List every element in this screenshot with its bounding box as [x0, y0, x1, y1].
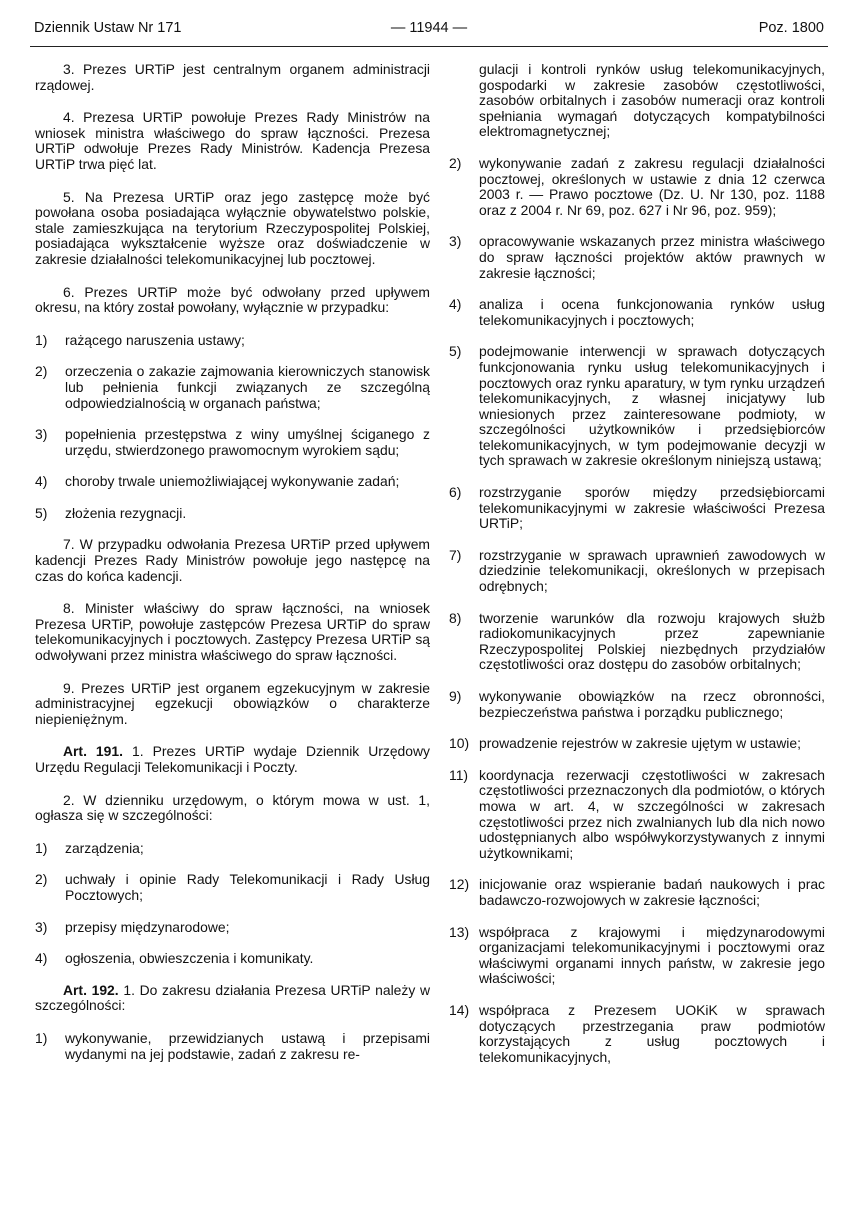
item-number: 6): [449, 484, 462, 501]
item-text: współpraca z krajowymi i międzynarodowymi organizacjami telekomunikacyjnymi i pocztowymi oraz właściwymi organami innych państw, w zakresie jego właściwości;: [479, 923, 825, 987]
item-text: ogłoszenia, obwieszczenia i komunikaty.: [65, 950, 314, 967]
item-number: 8): [449, 609, 462, 626]
item-number: 3): [35, 918, 48, 935]
article-191-text: 1. Prezes URTiP wydaje Dziennik Urzędowy Urzędu Regulacji Telekomunikacji i Poczty.: [35, 743, 430, 775]
item-number: 12): [449, 876, 470, 893]
item-number: 1): [35, 1029, 48, 1046]
item-text: analiza i ocena funkcjonowania rynków usług telekomunikacyjnych i pocztowych;: [479, 296, 825, 328]
item-number: 13): [449, 923, 470, 940]
page-header: [34, 20, 824, 40]
list-item: [449, 344, 825, 469]
paragraph-7: 7. W przypadku odwołania Prezesa URTiP przed upływem kadencji Prezes Rady Ministrów powołuje jego następcę na czas do końca kadencji.: [35, 536, 430, 584]
article-192-text: 1. Do zakresu działania Prezesa URTiP należy w szczególności:: [35, 981, 430, 1014]
item-text: choroby trwale uniemożliwiającej wykonywanie zadań;: [65, 473, 400, 490]
list-item: [449, 156, 825, 218]
item-text: złożenia rezygnacji.: [65, 504, 187, 521]
item-text: koordynacja rezerwacji częstotliwości w zakresach częstotliwości przeznaczonych dla podmiotów, o których mowa w art. 4, w szczególności w zakresach częstotliwości przez nich zwalnianych lub dla nich nowo udostępnianych albo współwykorzystywanych z innymi użytkownikami;: [479, 766, 825, 861]
item-text: współpraca z Prezesem UOKiK w sprawach dotyczących przestrzegania praw podmiotów korzystających z usług pocztowych i telekomunikacyjnych,: [479, 1001, 825, 1065]
list-item: [35, 333, 430, 349]
item-text: wykonywanie, przewidzianych ustawą i przepisami wydanymi na jej podstawie, zadań z zakresu re-: [65, 1029, 430, 1062]
item-text: inicjowanie oraz wspieranie badań naukowych i prac badawczo-rozwojowych w zakresie łączności;: [479, 876, 825, 908]
list-item: [449, 689, 825, 720]
item-number: 9): [449, 688, 462, 704]
page-number: — 11944 —: [390, 20, 468, 36]
list-item: [35, 506, 430, 522]
article-191-paragraph-1: [35, 744, 430, 775]
left-column: [35, 62, 430, 1078]
item-text: rażącego naruszenia ustawy;: [65, 331, 245, 348]
item-number: 3): [449, 233, 462, 250]
list-item: [35, 920, 430, 936]
item-text: popełnienia przestępstwa z winy umyślnej ściganego z urzędu, stwierdzonego prawomocnym wyrokiem sądu;: [65, 426, 430, 458]
item-text: podejmowanie interwencji w sprawach dotyczących funkcjonowania rynku usług telekomunikacyjnych i pocztowych oraz rynku aparatury, w tym rynku urządzeń telekomunikacyjnych, z własnej inicjatywy lub wniesionych przez zainteresowane podmioty, w szczególności użytkowników i przedsiębiorców telekomunikacyjnych, w tym podejmowanie decyzji w tych sprawach w zakresie określonym niniejszą ustawą;: [479, 343, 825, 469]
article-192-label: Art. 192.: [63, 981, 119, 998]
paragraph-9: 9. Prezes URTiP jest organem egzekucyjnym w zakresie administracyjnej egzekucji obowiązków o charakterze niepieniężnym.: [35, 679, 430, 727]
list-item: [449, 485, 825, 532]
list-item: [449, 1003, 825, 1065]
item-text: gulacji i kontroli rynków usług telekomunikacyjnych, gospodarki w zakresie zasobów częstotliwości, zasobów orbitalnych i zasobów numeracji oraz kontroli spełniania wymagań dotyczących kompatybilności elektromagnetycznej;: [479, 61, 825, 140]
journal-title: Dziennik Ustaw Nr 171: [34, 20, 182, 36]
article-191-label: Art. 191.: [63, 743, 123, 760]
list-item: [449, 297, 825, 328]
item-text: rozstrzyganie w sprawach uprawnień zawodowych w dziedzinie telekomunikacji, określonych w przepisach odrębnych;: [479, 546, 825, 595]
item-number: 3): [35, 426, 48, 443]
list-item: [449, 736, 825, 752]
list-item: [35, 474, 430, 490]
list-item: [449, 768, 825, 862]
list-item-continuation: [449, 62, 825, 140]
paragraph-6-intro: 6. Prezes URTiP może być odwołany przed upływem okresu, na który został powołany, wyłącznie w przypadku:: [35, 283, 430, 316]
item-text: opracowywanie wskazanych przez ministra właściwego do spraw łączności projektów aktów prawnych w zakresie łączności;: [479, 233, 825, 281]
list-item: [449, 548, 825, 595]
paragraph-3: 3. Prezes URTiP jest centralnym organem administracji rządowej.: [35, 61, 430, 93]
item-number: 11): [449, 766, 469, 783]
item-number: 2): [449, 154, 462, 171]
position-number: Poz. 1800: [758, 20, 824, 36]
item-number: 7): [449, 546, 462, 563]
item-text: prowadzenie rejestrów w zakresie ujętym w ustawie;: [479, 735, 801, 752]
item-number: 4): [35, 950, 48, 967]
right-column: [449, 62, 825, 1081]
header-rule: [30, 46, 828, 47]
list-item: [449, 877, 825, 908]
list-item: [35, 951, 430, 967]
item-text: rozstrzyganie sporów między przedsiębiorcami telekomunikacyjnymi w zakresie właściwości Prezesa URTiP;: [479, 484, 825, 532]
paragraph-5: 5. Na Prezesa URTiP oraz jego zastępcę może być powołana osoba posiadająca wyłącznie obywatelstwo polskie, stale zamieszkująca na terytorium Rzeczypospolitej Polskiej, posiadająca wykształcenie wyższe oraz doświadczenie w zakresie działalności telekomunikacyjnej lub pocztowej.: [35, 188, 430, 267]
article-191-paragraph-2: 2. W dzienniku urzędowym, o którym mowa w ust. 1, ogłasza się w szczególności:: [35, 791, 430, 824]
item-number: 5): [449, 343, 462, 360]
list-item: [35, 364, 430, 411]
item-text: orzeczenia o zakazie zajmowania kierowniczych stanowisk lub pełnienia funkcji związanych ze szczególną odpowiedzialnością w organach państwa;: [65, 363, 430, 411]
item-text: wykonywanie zadań z zakresu regulacji działalności pocztowej, określonych w ustawie z dnia 12 czerwca 2003 r. — Prawo pocztowe (Dz. U. Nr 130, poz. 1188 oraz z 2004 r. Nr 69, poz. 627 i Nr 96, poz. 959);: [479, 154, 825, 218]
item-text: tworzenie warunków dla rozwoju krajowych służb radiokomunikacyjnych przez zapewnianie Rzeczypospolitej Polskiej niezbędnych przydziałów częstotliwości oraz dostępu do zasobów orbitalnych;: [479, 609, 825, 673]
list-item: [449, 611, 825, 673]
item-text: przepisy międzynarodowe;: [65, 918, 230, 935]
paragraph-8: 8. Minister właściwy do spraw łączności, na wniosek Prezesa URTiP, powołuje zastępców Prezesa URTiP do spraw telekomunikacyjnych i pocztowych. Zastępcy Prezesa URTiP są odwoływani przez ministra właściwego do spraw łączności.: [35, 600, 430, 664]
list-item: [35, 841, 430, 857]
article-192-list: [449, 156, 825, 1065]
list-item: [35, 872, 430, 903]
item-number: 1): [35, 839, 48, 856]
article-192-paragraph-1: [35, 983, 430, 1014]
item-number: 4): [35, 473, 48, 490]
list-item: [35, 427, 430, 458]
item-number: 4): [449, 296, 462, 313]
paragraph-4: 4. Prezesa URTiP powołuje Prezes Rady Ministrów na wniosek ministra właściwego do spraw łączności. Prezesa URTiP odwołuje Prezes Rady Ministrów. Kadencja Prezesa URTiP trwa pięć lat.: [35, 109, 430, 172]
item-number: 14): [449, 1001, 470, 1018]
item-text: wykonywanie obowiązków na rzecz obronności, bezpieczeństwa państwa i porządku publicznego;: [479, 688, 825, 720]
list-item: [449, 925, 825, 987]
list-item: [449, 234, 825, 281]
item-text: uchwały i opinie Rady Telekomunikacji i Rady Usług Pocztowych;: [65, 871, 430, 903]
list-item: [35, 1031, 430, 1062]
item-text: zarządzenia;: [65, 839, 144, 856]
item-number: 1): [35, 331, 48, 348]
item-number: 2): [35, 363, 48, 380]
item-number: 2): [35, 871, 48, 888]
item-number: 5): [35, 504, 48, 521]
item-number: 10): [449, 735, 470, 752]
